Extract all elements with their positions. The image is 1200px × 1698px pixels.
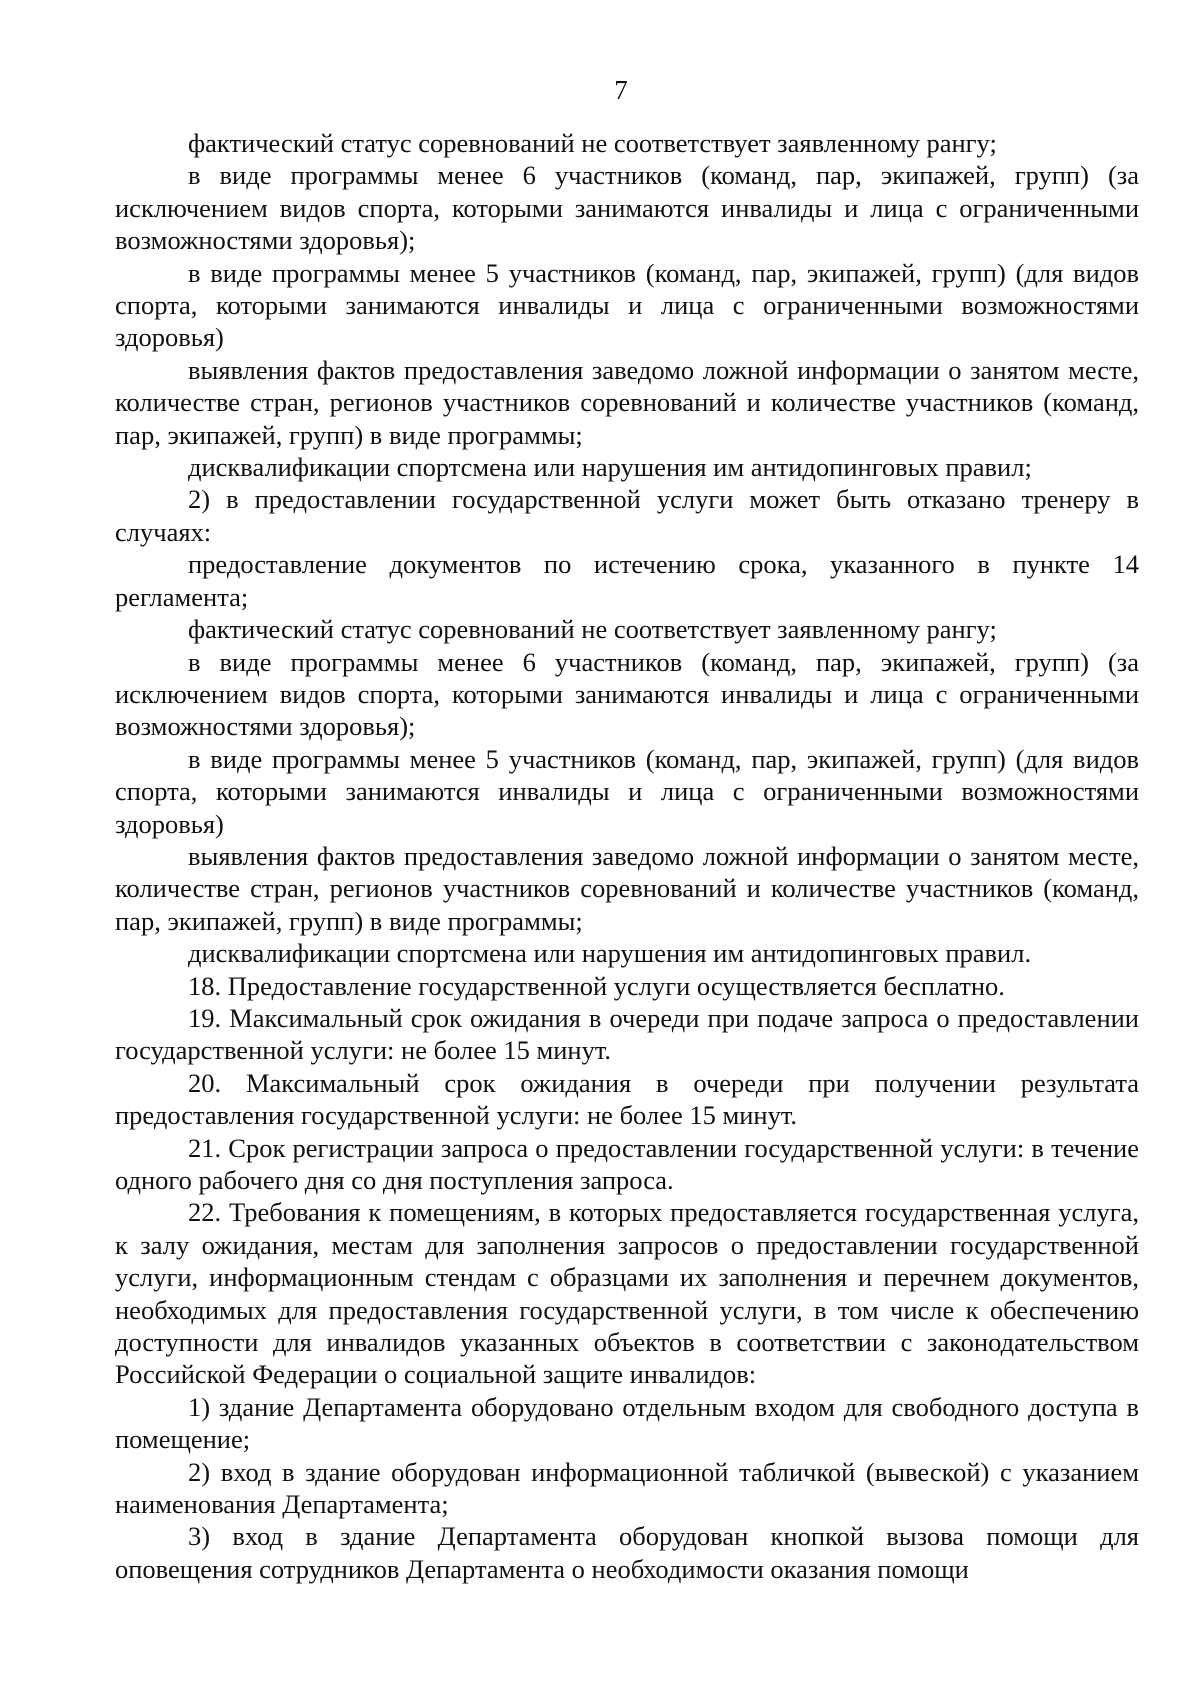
paragraph: выявления фактов предоставления заведомо ложной информации о занятом месте, количестве стран, регионов участников соревнований и количестве участников (команд, пар, экипажей, групп) в виде программы; (115, 354, 1139, 450)
paragraph: в виде программы менее 5 участников (команд, пар, экипажей, групп) (для видов спорта, которыми занимаются инвалиды и лица с ограниченными возможностями здоровья) (115, 743, 1139, 839)
paragraph: фактический статус соревнований не соответствует заявленному рангу; (188, 614, 997, 645)
paragraph: фактический статус соревнований не соответствует заявленному рангу; (188, 128, 997, 158)
paragraph: 2) вход в здание оборудован информационной табличкой (вывеской) с указанием наименования Департамента; (115, 1456, 1139, 1520)
paragraph: выявления фактов предоставления заведомо ложной информации о занятом месте, количестве стран, регионов участников соревнований и количестве участников (команд, пар, экипажей, групп) в виде программы; (115, 840, 1139, 936)
paragraph: 2) в предоставлении государственной услуги может быть отказано тренеру в случаях: (115, 484, 1139, 547)
document-body (115, 127, 1139, 1585)
paragraph: 21. Срок регистрации запроса о предоставлении государственной услуги: в течение одного рабочего дня со дня поступления запроса. (115, 1132, 1139, 1195)
paragraph: 18. Предоставление государственной услуги осуществляется бесплатно. (188, 970, 1005, 1001)
paragraph: дисквалификации спортсмена или нарушения им антидопинговых правил; (188, 452, 1032, 483)
paragraph: 22. Требования к помещениям, в которых предоставляется государственная услуга, к залу ожидания, местам для заполнения запросов о предоставлении государственной услуги, информационным стендам с образцами их заполнения и перечнем документов, необходимых для предоставления государственной услуги, в том числе к обеспечению доступности для инвалидов указанных объектов в соответствии с законодательством Российской Федерации о социальной защите инвалидов: (115, 1197, 1139, 1390)
paragraph: 20. Максимальный срок ожидания в очереди при получении результата предоставления государственной услуги: не более 15 минут. (115, 1067, 1139, 1131)
paragraph: в виде программы менее 6 участников (команд, пар, экипажей, групп) (за исключением видов спорта, которыми занимаются инвалиды и лица с ограниченными возможностями здоровья); (115, 160, 1139, 256)
paragraph: в виде программы менее 6 участников (команд, пар, экипажей, групп) (за исключением видов спорта, которыми занимаются инвалиды и лица с ограниченными возможностями здоровья); (115, 646, 1139, 742)
paragraph: 19. Максимальный срок ожидания в очереди при подаче запроса о предоставлении государственной услуги: не более 15 минут. (115, 1002, 1139, 1066)
paragraph: 3) вход в здание Департамента оборудован кнопкой вызова помощи для оповещения сотрудников Департамента о необходимости оказания помощи (115, 1521, 1139, 1584)
paragraph: в виде программы менее 5 участников (команд, пар, экипажей, групп) (для видов спорта, которыми занимаются инвалиды и лица с ограниченными возможностями здоровья) (115, 257, 1139, 353)
page-number: 7 (614, 75, 628, 105)
paragraph: дисквалификации спортсмена или нарушения им антидопинговых правил. (188, 938, 1032, 969)
paragraph: 1) здание Департамента оборудовано отдельным входом для свободного доступа в помещение; (115, 1391, 1139, 1455)
paragraph: предоставление документов по истечению срока, указанного в пункте 14 регламента; (115, 549, 1139, 612)
